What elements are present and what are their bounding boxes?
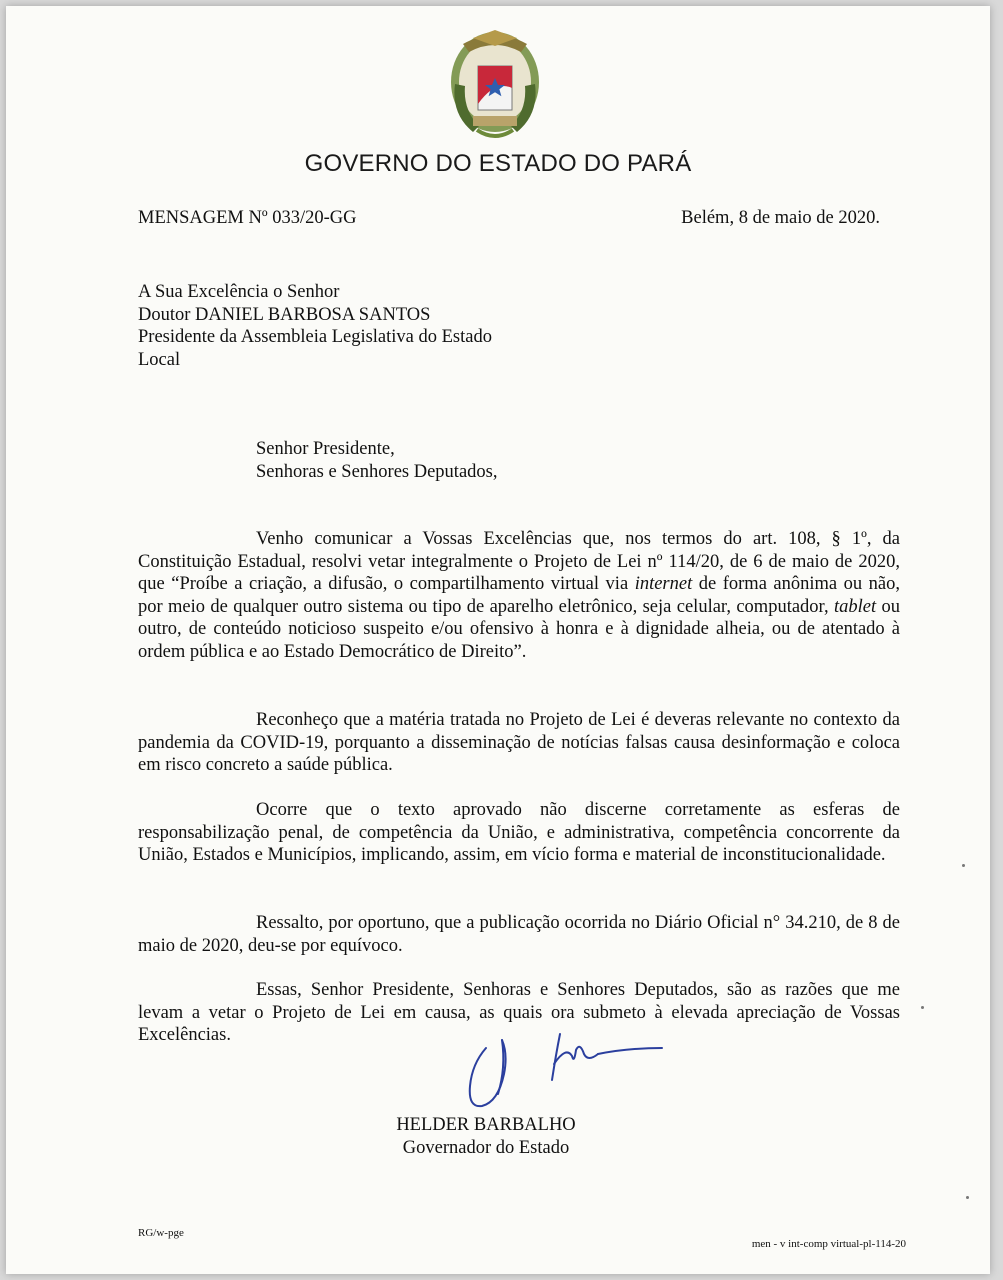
footer-reference-right: men - v int-comp virtual-pl-114-20 xyxy=(751,1238,906,1250)
paper-speck xyxy=(962,864,965,867)
paragraph-text: de forma anônima ou não, por meio de qualquer outro sistema ou tipo de aparelho eletrônico, seja celular, computador, xyxy=(138,574,901,617)
body-paragraph-5: Essas, Senhor Presidente, Senhoras e Senhores Deputados, são as razões que me levam a vetar o Projeto de Lei em causa, as quais ora submeto à elevada apreciação de Vossas Excelências. xyxy=(138,980,900,1045)
salutation-block xyxy=(256,438,497,483)
body-paragraph-2: Reconheço que a matéria tratada no Projeto de Lei é deveras relevante no contexto da pandemia da COVID-19, porquanto a disseminação de notícias falsas causa desinformação e coloca em risco concreto a saúde pública. xyxy=(138,710,900,775)
body-paragraph-3: Ocorre que o texto aprovado não discerne corretamente as esferas de responsabilização penal, de competência da União, e administrativa, competência concorrente da União, Estados e Municípios, implicando, assim, em vício forma e material de inconstitucionalidade. xyxy=(138,800,900,865)
document-page xyxy=(6,6,990,1274)
message-date: Belém, 8 de maio de 2020. xyxy=(681,208,880,228)
recipient-line: Presidente da Assembleia Legislativa do Estado xyxy=(138,327,492,347)
body-paragraph-1 xyxy=(138,528,900,663)
message-number: MENSAGEM Nº 033/20-GG xyxy=(138,208,357,228)
recipient-line: A Sua Excelência o Senhor xyxy=(138,282,340,302)
coat-of-arms-emblem xyxy=(443,24,547,146)
salutation-line: Senhor Presidente, xyxy=(256,439,395,459)
recipient-line: Doutor DANIEL BARBOSA SANTOS xyxy=(138,304,431,325)
signer-name: HELDER BARBALHO xyxy=(396,1115,576,1135)
footer-reference-left: RG/w-pge xyxy=(138,1227,184,1239)
body-paragraph-4: Ressalto, por oportuno, que a publicação ocorrida no Diário Oficial n° 34.210, de 8 de maio de 2020, deu-se por equívoco. xyxy=(138,913,900,956)
recipient-block xyxy=(138,281,492,371)
salutation-line: Senhoras e Senhores Deputados, xyxy=(256,461,498,482)
paragraph-emphasis: tablet xyxy=(833,596,877,617)
paper-speck xyxy=(921,1006,924,1009)
signer-block xyxy=(326,1114,646,1159)
recipient-line: Local xyxy=(138,349,181,370)
paragraph-emphasis: internet xyxy=(634,574,693,594)
paper-speck xyxy=(966,1196,969,1199)
paragraph-text: ou outro, de conteúdo noticioso suspeito e/ou ofensivo à honra e à dignidade alheia, ou de atentado à ordem pública e ao Estado Democrático de Direito”. xyxy=(138,596,901,662)
paragraph-text: Venho comunicar a Vossas Excelências que, nos termos do art. 108, § 1º, da Constituição Estadual, resolvi vetar integralmente o Projeto de Lei nº 114/20, de 6 de maio de 2020, que “Proíbe a criação, a difusão, o compartilhamento virtual via xyxy=(138,529,900,594)
government-title: GOVERNO DO ESTADO DO PARÁ xyxy=(304,150,692,177)
signer-role: Governador do Estado xyxy=(402,1137,570,1158)
